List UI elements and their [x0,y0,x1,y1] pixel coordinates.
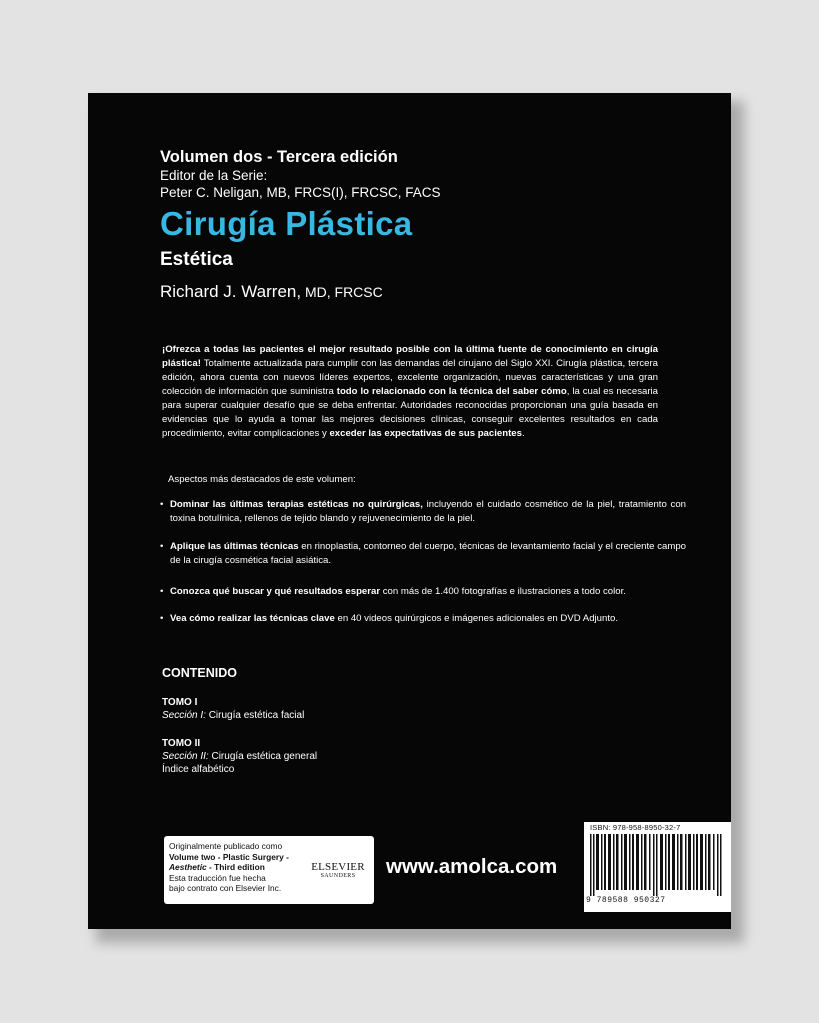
list-item-text: en rinoplastia, contorneo del cuerpo, técnicas de levantamiento facial y el creciente campo de la cirugía cosmética facial asiática. [170,541,686,566]
description-highlight-2: exceder las expectativas de sus pacientes [329,428,522,439]
logo-name: ELSEVIER [311,861,365,873]
highlights-label: Aspectos más destacados de este volumen: [168,474,356,485]
list-item-bold: Dominar las últimas terapias estéticas no quirúrgicas, [170,499,423,510]
tomo-2-section-text: Cirugía estética general [208,751,318,762]
notice-line-3-italic: Aesthetic [169,862,207,872]
volume-edition: Volumen dos - Tercera edición [160,148,398,166]
tomo-2 [162,737,317,776]
description-highlight-1: todo lo relacionado con la técnica del saber cómo [336,386,567,397]
bullet-icon: • [160,499,164,510]
list-item-text: en 40 videos quirúrgicos e imágenes adicionales en DVD Adjunto. [334,613,619,624]
barcode [584,822,731,912]
list-item-text: con más de 1.400 fotografías e ilustraciones a todo color. [380,586,626,597]
list-item [160,612,686,626]
description-text-2: , la cual es necesaria para superar cualquier desafío que se deba enfrentar. Autoridades reconocidas proporcionan una guía basada en evidencias que lo ayuda a tomar las mejores decisiones clínicas, conseguir excelentes resultados en cada procedimiento, evitar complicaciones y [162,386,658,439]
publisher-website: www.amolca.com [386,855,558,878]
author-line [160,281,680,303]
barcode-icon [590,834,725,896]
tomo-1-name: TOMO I [162,697,198,708]
series-editor-label: Editor de la Serie: [160,168,268,183]
book-back-cover [88,93,731,929]
elsevier-logo [308,861,368,879]
notice-line-2: Volume two - Plastic Surgery - [169,851,289,862]
logo-subtitle: SAUNDERS [320,873,356,879]
notice-line-5: bajo contrato con Elsevier Inc. [169,883,282,893]
original-publication-notice [164,836,374,904]
bullet-icon: • [160,586,164,597]
barcode-digits: 9 789588 950327 [586,896,666,905]
notice-line-4: Esta traducción fue hecha [169,872,266,883]
list-item-text: incluyendo el cuidado cosmético de la piel, tratamiento con toxina botulínica, rellenos de tejido blando y rejuvenecimiento de la piel. [170,499,686,524]
series-editor-name: Peter C. Neligan, MB, FRCS(I), FRCSC, FACS [160,185,441,200]
isbn-label: ISBN: 978-958-8950-32-7 [590,823,681,832]
list-item-bold: Aplique las últimas técnicas [170,541,299,552]
notice-line-1: Originalmente publicado como [169,841,283,851]
tomo-1-section: Sección I: [162,710,206,721]
list-item-bold: Conozca qué buscar y qué resultados esperar [170,586,381,597]
bullet-icon: • [160,541,164,552]
list-item [160,498,686,526]
tomo-2-section: Sección II: [162,751,209,762]
highlights-list [160,498,686,626]
list-item [160,585,686,599]
author-name: Richard J. Warren, [160,282,302,301]
notice-text [169,841,314,894]
description-lead: ¡Ofrezca a todas las pacientes el mejor resultado posible con la última fuente de conocimiento en cirugía plástica! [162,344,658,369]
notice-line-3-rest: - Third edition [206,862,265,872]
list-item-bold: Vea cómo realizar las técnicas clave [170,613,335,624]
tomo-2-name: TOMO II [162,738,201,749]
contents-heading: CONTENIDO [162,666,237,680]
bullet-icon: • [160,613,164,624]
description-text-3: . [521,428,525,439]
book-subtitle: Estética [160,249,233,270]
cover-header [160,147,680,303]
tomo-1 [162,696,304,722]
description [162,343,658,441]
description-text-1: Totalmente actualizada para cumplir con las demandas del cirujano del Siglo XXI. Cirugía plástica, tercera edición, ahora cuenta con nuevos líderes expertos, excelente organización, nuevas características y una gran colección de información que suministra [162,358,658,397]
tomo-2-index: Índice alfabético [162,764,235,775]
tomo-1-section-text: Cirugía estética facial [205,710,305,721]
book-title: Cirugía Plástica [160,205,413,242]
author-credentials: MD, FRCSC [301,284,383,300]
list-item [160,540,686,568]
